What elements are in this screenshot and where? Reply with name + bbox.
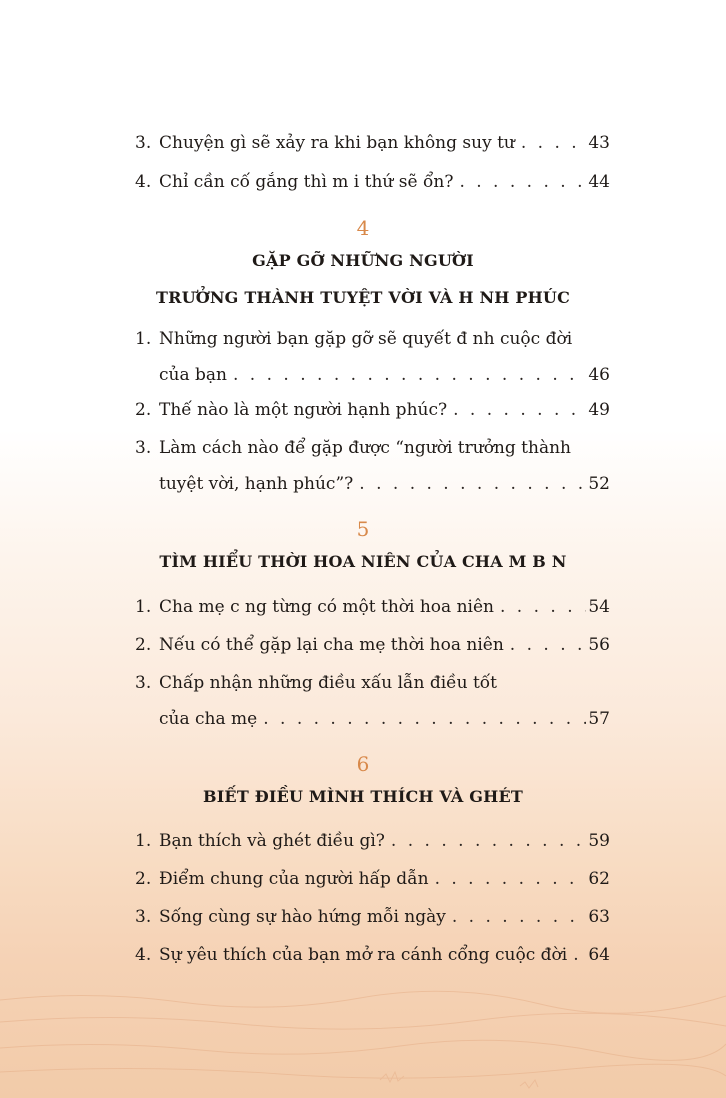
entry-title: Làm cách nào để gặp được “người trưởng thành xyxy=(159,438,571,458)
entry-title: Chấp nhận những điều xấu lẫn điều tốt xyxy=(159,673,498,693)
entry-title: Chuyện gì sẽ xảy ra khi bạn không suy tư xyxy=(159,133,515,153)
dot-leader xyxy=(500,590,586,624)
dot-leader xyxy=(510,628,587,662)
toc-entry[interactable] xyxy=(135,900,610,936)
entry-page: 62 xyxy=(588,869,610,889)
entry-title: Những người bạn gặp gỡ sẽ quyết đ nh cuộc đời xyxy=(159,329,573,349)
entry-title: Bạn thích và ghét điều gì? xyxy=(159,831,385,851)
entry-page: 59 xyxy=(588,831,610,851)
entry-page: 56 xyxy=(588,635,610,655)
toc-entry[interactable] xyxy=(135,628,610,664)
chapter-title: TRƯỞNG THÀNH TUYỆT VỜI VÀ H NH PHÚC xyxy=(155,288,571,307)
entry-title: Sự yêu thích của bạn mở ra cánh cổng cuộc đời xyxy=(159,945,568,965)
entry-page: 64 xyxy=(588,945,610,965)
dot-leader xyxy=(521,126,586,160)
toc-entry[interactable] xyxy=(135,431,610,503)
chapter-number: 4 xyxy=(356,216,370,240)
toc-entry[interactable] xyxy=(135,165,610,201)
toc-entry[interactable] xyxy=(135,938,610,974)
entry-title: Sống cùng sự hào hứng mỗi ngày xyxy=(159,907,446,927)
toc-entry[interactable] xyxy=(135,666,610,738)
entry-page: 57 xyxy=(588,709,610,729)
entry-page: 43 xyxy=(588,133,610,153)
entry-title: Thế nào là một người hạnh phúc? xyxy=(159,400,448,420)
entry-number: 4. xyxy=(135,172,152,192)
entry-number: 3. xyxy=(135,673,152,693)
entry-number: 2. xyxy=(135,400,152,420)
entry-number: 1. xyxy=(135,597,152,617)
toc-entry[interactable] xyxy=(135,590,610,626)
entry-number: 3. xyxy=(135,438,152,458)
entry-page: 52 xyxy=(588,474,610,494)
entry-title-continued: tuyệt vời, hạnh phúc”? xyxy=(159,474,354,494)
entry-title: Cha mẹ c ng từng có một thời hoa niên xyxy=(159,597,494,617)
entry-page: 44 xyxy=(588,172,610,192)
entry-title: Nếu có thể gặp lại cha mẹ thời hoa niên xyxy=(159,635,504,655)
toc-entry[interactable] xyxy=(135,126,610,162)
dot-leader xyxy=(435,862,587,896)
entry-number: 3. xyxy=(135,133,152,153)
entry-number: 2. xyxy=(135,869,152,889)
dot-leader xyxy=(573,938,586,972)
entry-number: 2. xyxy=(135,635,152,655)
entry-number: 3. xyxy=(135,907,152,927)
entry-page: 46 xyxy=(588,365,610,385)
chapter-number: 6 xyxy=(356,752,370,776)
entry-number: 1. xyxy=(135,329,152,349)
dot-leader xyxy=(452,900,587,934)
chapter-title: GẶP GỠ NHỮNG NGƯỜI xyxy=(252,251,474,270)
dot-leader xyxy=(459,165,586,199)
toc-entry[interactable] xyxy=(135,824,610,860)
chapter-title: BIẾT ĐIỀU MÌNH THÍCH VÀ GHÉT xyxy=(203,787,523,806)
dot-leader xyxy=(233,358,586,392)
entry-page: 49 xyxy=(588,400,610,420)
toc-entry[interactable] xyxy=(135,862,610,898)
entry-number: 1. xyxy=(135,831,152,851)
toc-entry[interactable] xyxy=(135,393,610,429)
chapter-number: 5 xyxy=(356,517,370,541)
dot-leader xyxy=(263,702,586,736)
dot-leader xyxy=(391,824,586,858)
dot-leader xyxy=(359,467,586,501)
toc-entry[interactable] xyxy=(135,322,610,394)
entry-title: Điểm chung của người hấp dẫn xyxy=(159,869,429,889)
entry-title: Chỉ cần cố gắng thì m i thứ sẽ ổn? xyxy=(159,172,454,192)
dot-leader xyxy=(453,393,586,427)
entry-title-continued: của cha mẹ xyxy=(159,709,258,729)
entry-title-continued: của bạn xyxy=(159,365,227,385)
chapter-title: TÌM HIỂU THỜI HOA NIÊN CỦA CHA M B N xyxy=(159,552,567,571)
entry-number: 4. xyxy=(135,945,152,965)
entry-page: 63 xyxy=(588,907,610,927)
entry-page: 54 xyxy=(588,597,610,617)
